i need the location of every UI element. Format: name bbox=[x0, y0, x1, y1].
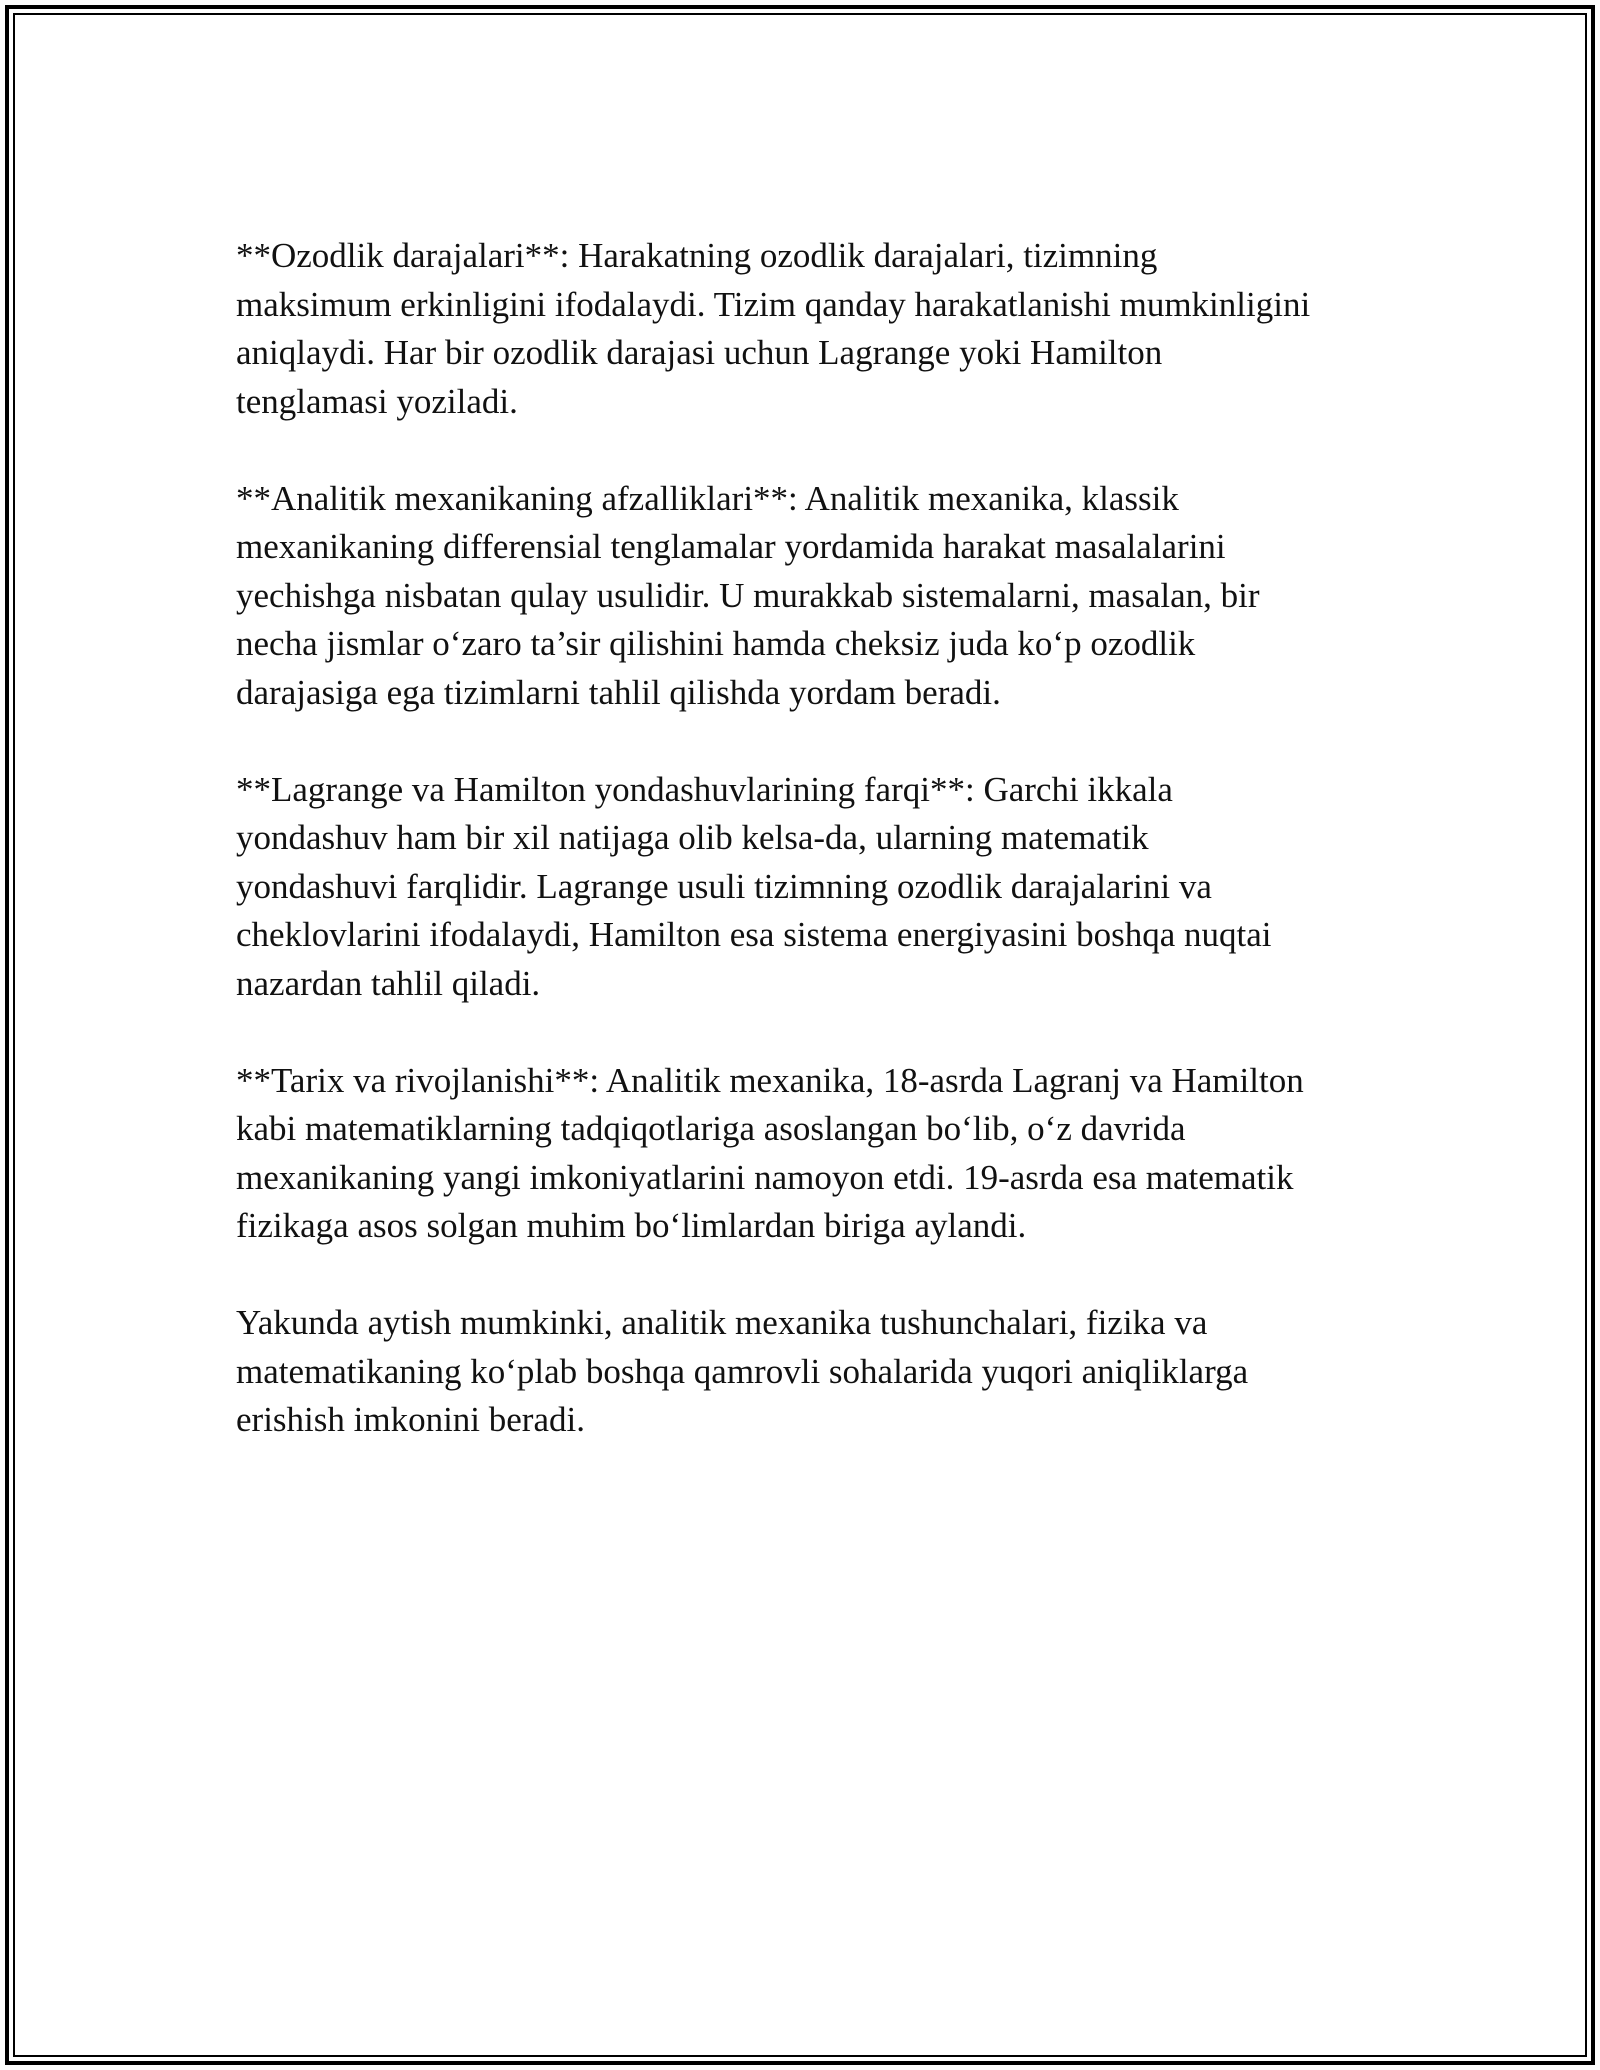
paragraph-xulosa: Yakunda aytish mumkinki, analitik mexanika tushunchalari, fizika va matematikaning ko‘plab boshqa qamrovli sohalarida yuqori aniqliklarga erishish imkonini beradi. bbox=[236, 1303, 1249, 1439]
document-body bbox=[236, 232, 1366, 1493]
paragraph-analitik-mexanika-afzalliklari: **Analitik mexanikaning afzalliklari**: Analitik mexanika, klassik mexanikaning differensial tenglamalar yordamida harakat masalalarini yechishga nisbatan qulay usulidir. U murakkab sistemalarni, masalan, bir necha jismlar o‘zaro ta’sir qilishini hamda cheksiz juda ko‘p ozodlik darajasiga ega tizimlarni tahlil qilishda yordam beradi. bbox=[236, 478, 1260, 712]
paragraph-tarix-rivojlanish: **Tarix va rivojlanishi**: Analitik mexanika, 18-asrda Lagranj va Hamilton kabi matematiklarning tadqiqotlariga asoslangan bo‘lib, o‘z davrida mexanikaning yangi imkoniyatlarini namoyon etdi. 19-asrda esa matematik fizikaga asos solgan muhim bo‘limlardan biriga aylandi. bbox=[236, 1060, 1304, 1245]
paragraph-lagrange-hamilton-farqi: **Lagrange va Hamilton yondashuvlarining farqi**: Garchi ikkala yondashuv ham bir xil natijaga olib kelsa-da, ularning matematik yondashuvi farqlidir. Lagrange usuli tizimning ozodlik darajalarini va cheklovlarini ifodalaydi, Hamilton esa sistema energiyasini boshqa nuqtai nazardan tahlil qiladi. bbox=[236, 769, 1272, 1003]
paragraph-ozodlik-darajalari: **Ozodlik darajalari**: Harakatning ozodlik darajalari, tizimning maksimum erkinligini ifodalaydi. Tizim qanday harakatlanishi mumkinligini aniqlaydi. Har bir ozodlik darajasi uchun Lagrange yoki Hamilton tenglamasi yoziladi. bbox=[236, 236, 1311, 421]
